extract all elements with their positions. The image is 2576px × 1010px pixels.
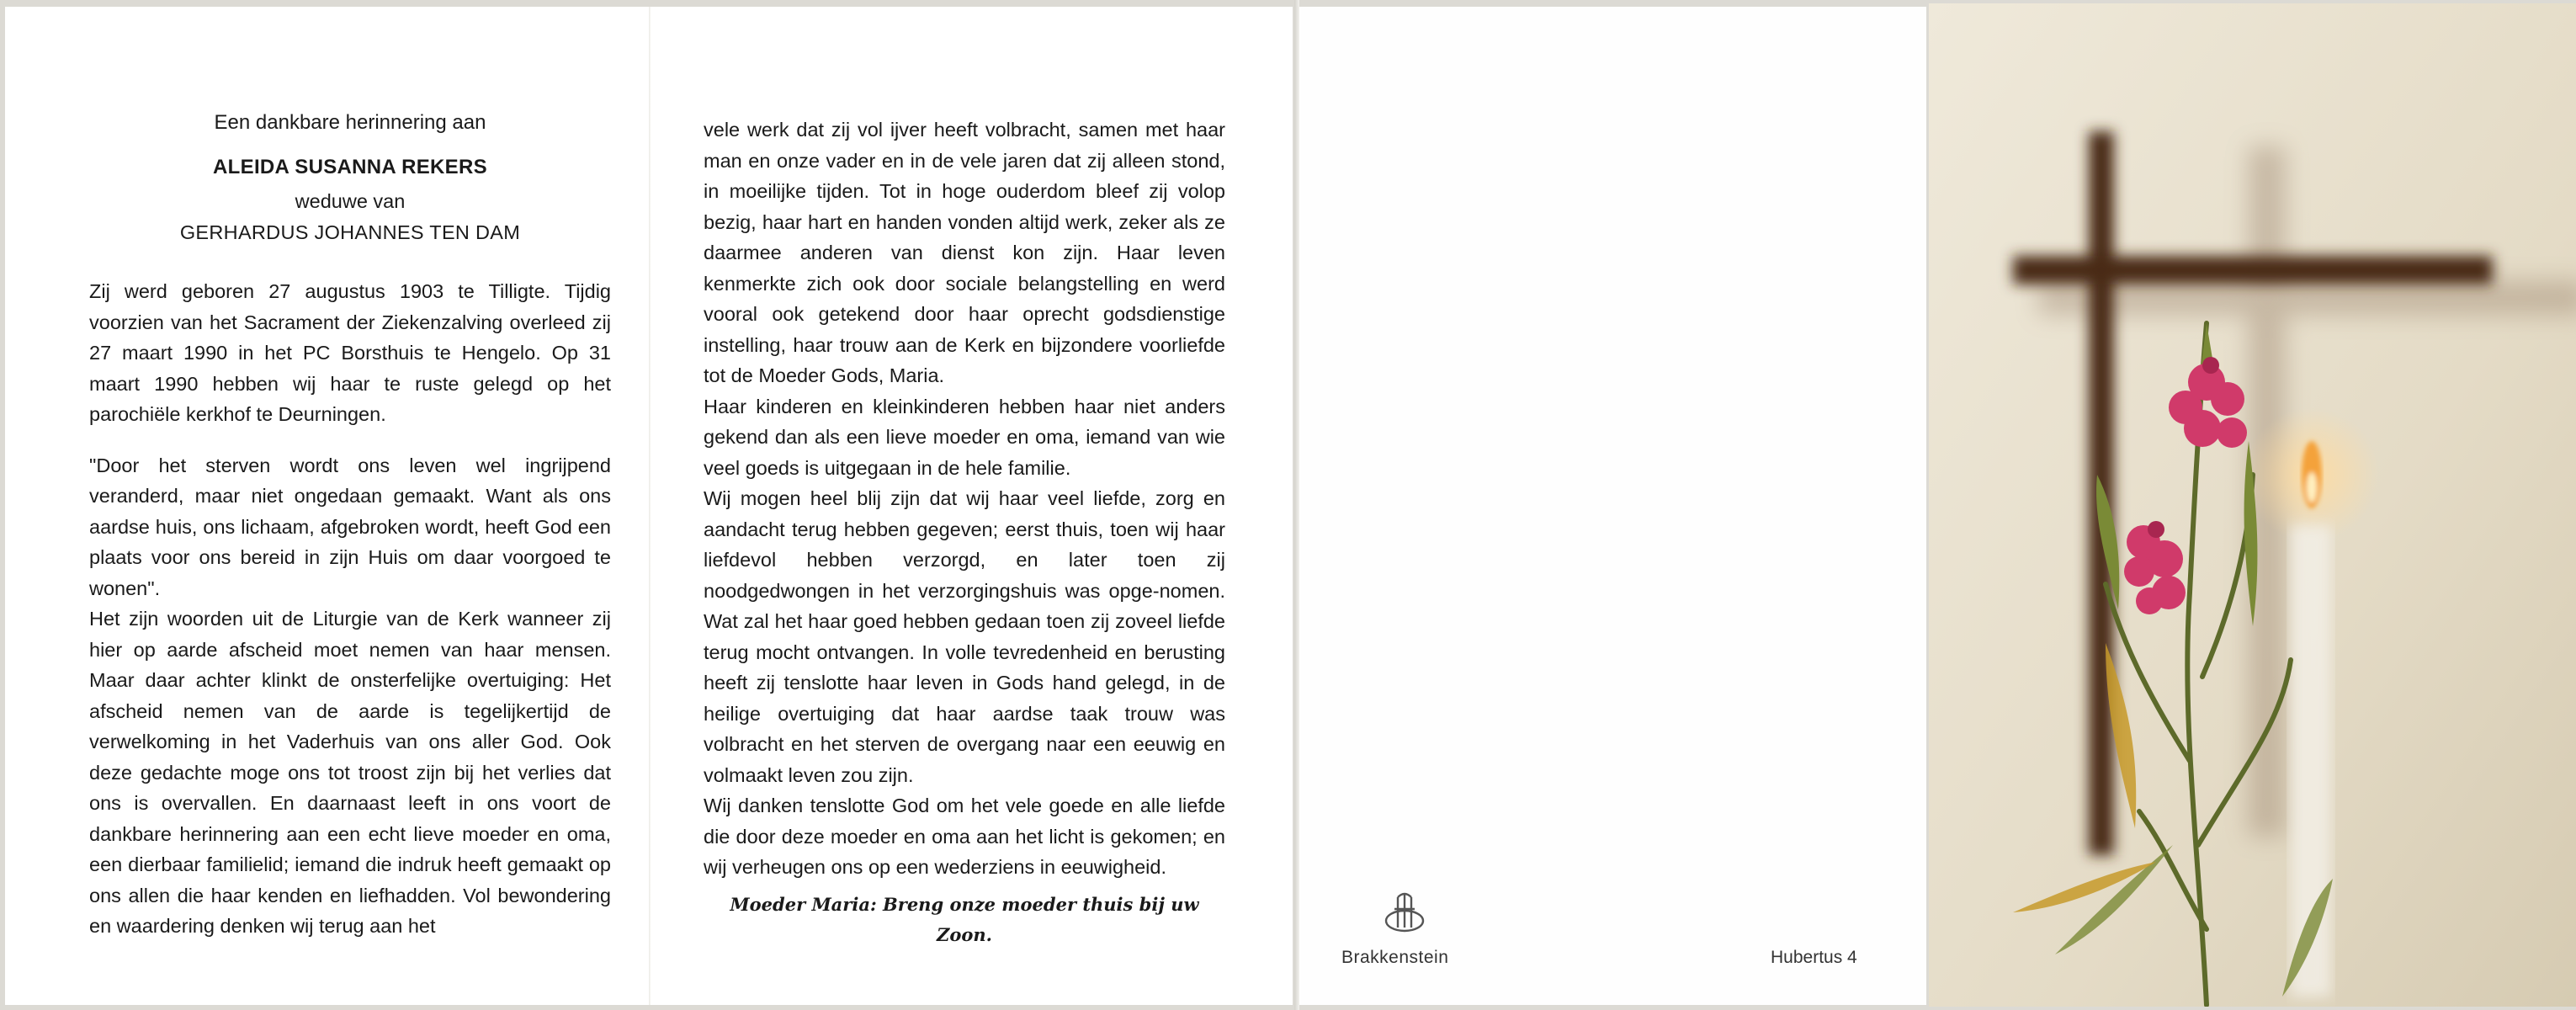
- paragraph: Haar kinderen en kleinkinderen hebben haar niet anders gekend dan als een lieve moeder en oma, iemand van wie veel goeds is uitgegaan in de hele familie.: [704, 395, 1225, 479]
- paragraph: Het zijn woorden uit de Liturgie van de Kerk wanneer zij hier op aarde afscheid moet nemen van haar mensen. Maar daar achter klinkt de onsterfelijke overtuiging: Het afscheid nemen van de aarde is tegelijkertijd de verwelkoming in het Vaderhuis van ons aller God. Ook deze gedachte moge ons tot troost zijn bij het verlies dat ons is overvallen. En daarnaast leeft in ons voort de dankbare herinnering aan een echt lieve moeder en oma, een dierbaar familielid; iemand die indruk heeft gemaakt op ons allen die haar kenden en liefhadden. Vol bewondering en waardering denken wij terug aan het: [89, 608, 611, 937]
- widow-of-line: weduwe van: [295, 190, 406, 212]
- paragraph: "Door het sterven wordt ons leven wel ingrijpend veranderd, maar niet ongedaan gemaakt. Want als ons aardse huis, ons lichaam, afgebroken wordt, heeft God een plaats voor ons bereid in zijn Huis om daar voorgoed te wonen".: [89, 454, 611, 599]
- deceased-name: ALEIDA SUSANNA REKERS: [213, 155, 487, 178]
- prayer-line: Moeder Maria: Breng onze moeder thuis bij uw Zoon.: [730, 893, 1199, 945]
- intro-line: Een dankbare herinnering aan: [214, 111, 486, 134]
- text-column-left: [89, 108, 611, 942]
- text-column-right: [704, 114, 1225, 951]
- photo-panel: [1929, 3, 2576, 1007]
- center-fold: [649, 7, 651, 1005]
- paragraph: vele werk dat zij vol ijver heeft volbracht, samen met haar man en onze vader en in de vele jaren dat zij alleen stond, in moeilijke tijden. Tot in hoge ouderdom bleef zij volop bezig, haar hart en handen vonden altijd werk, zeker als ze daarmee anderen van dienst kon zijn. Haar leven kenmerkte zich ook door sociale belangstelling en werd vooral ook getekend door haar oprecht godsdienstige instelling, haar trouw aan de Kerk en bijzondere voorliefde tot de Moeder Gods, Maria.: [704, 119, 1225, 386]
- memorial-card-inside: [5, 7, 1293, 1005]
- card-code: Hubertus 4: [1771, 948, 1857, 967]
- paragraph: Wij danken tenslotte God om het vele goede en alle liefde die door deze moeder en oma aan het licht is gekomen; en wij verheugen ons op een wederziens in eeuwigheid.: [704, 795, 1225, 878]
- cross-candle-flowers-photo: [1929, 3, 2576, 1007]
- paragraph: Wij mogen heel blij zijn dat wij haar veel liefde, zorg en aandacht terug hebben gegeven; eerst thuis, toen wij haar liefdevol hebben verzorgd, en later toen zij noodgedwongen in het verzorgingshuis was opge-nomen. Wat zal het haar goed hebben gedaan toen zij zoveel liefde terug mocht ontvangen. In volle tevredenheid en berusting heeft zij tenslotte haar leven in Gods hand gelegd, in de heilige overtuiging dat haar aardse taak trouw was volbracht en het sterven de overgang naar een eeuwig en volmaakt leven zou zijn.: [704, 487, 1225, 786]
- memorial-card-back: [1299, 7, 1926, 1005]
- publisher-name: Brakkenstein: [1341, 948, 1449, 967]
- husband-name: GERHARDUS JOHANNES TEN DAM: [179, 221, 521, 243]
- paragraph: Zij werd geboren 27 augustus 1903 te Tilligte. Tijdig voorzien van het Sacrament der Ziekenzalving overleed zij 27 maart 1990 in het PC Borsthuis te Hengelo. Op 31 maart 1990 hebben wij haar te ruste gelegd op het parochiële kerkhof te Deurningen.: [89, 280, 611, 425]
- brakkenstein-logo-icon: [1379, 889, 1430, 939]
